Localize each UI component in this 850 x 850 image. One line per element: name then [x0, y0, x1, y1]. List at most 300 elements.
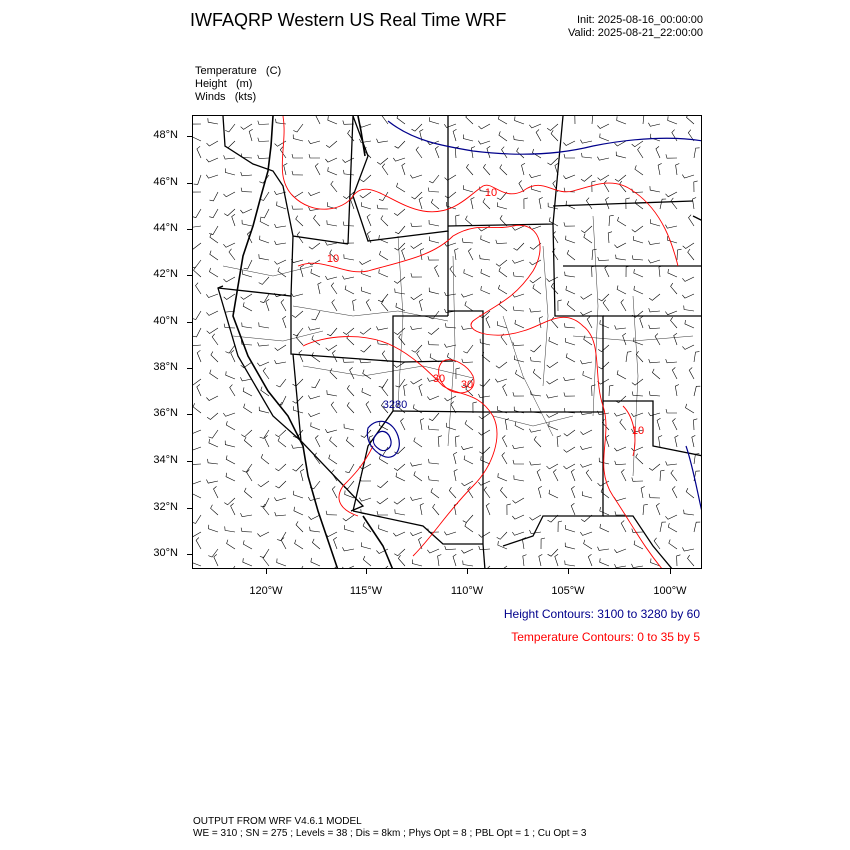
wind-barb	[445, 192, 456, 198]
wind-barb	[465, 420, 473, 430]
wind-barb	[481, 235, 490, 243]
wind-barb	[345, 286, 354, 295]
wind-barb	[631, 447, 643, 451]
wind-barb	[643, 504, 648, 515]
wind-barb	[395, 141, 405, 148]
wind-barb	[524, 198, 528, 209]
wind-barb	[479, 532, 490, 537]
wind-barb	[669, 540, 677, 550]
wind-barb	[243, 302, 252, 311]
wind-barb	[497, 321, 507, 328]
wind-barb	[666, 461, 677, 465]
wind-barb	[584, 540, 592, 549]
wind-barb	[549, 337, 558, 345]
wind-barb	[275, 141, 286, 146]
wind-barb	[397, 116, 405, 124]
wind-barb	[565, 543, 575, 549]
wind-barb	[638, 147, 643, 158]
wind-barb	[208, 118, 218, 124]
height-unit: Height (m)	[195, 78, 253, 90]
wind-barb	[584, 234, 592, 243]
wind-barb	[316, 116, 321, 124]
wind-barb	[444, 243, 456, 246]
wind-barb	[263, 555, 269, 566]
wind-barb	[312, 539, 320, 549]
wind-barb	[284, 163, 288, 175]
wind-barb	[411, 192, 422, 199]
wind-barb	[598, 547, 610, 551]
wind-barb	[530, 260, 542, 265]
wind-barb	[531, 391, 542, 396]
wind-barb	[193, 515, 201, 523]
wind-barb	[308, 515, 320, 520]
wind-barb	[547, 158, 558, 165]
wind-barb	[366, 299, 371, 311]
wind-barb	[466, 116, 473, 124]
wind-barb	[621, 521, 626, 533]
wind-barb	[615, 564, 627, 568]
wind-barb	[412, 345, 422, 352]
wind-barb	[537, 469, 541, 481]
wind-barb	[244, 437, 252, 447]
wind-barb	[666, 409, 677, 413]
wind-barb	[342, 566, 354, 569]
wind-barb	[692, 435, 696, 447]
wind-barb	[675, 385, 679, 397]
wind-barb	[486, 503, 490, 515]
wind-barb	[547, 464, 559, 469]
wind-barb	[463, 345, 473, 353]
wind-barb	[547, 379, 559, 384]
lat-label: 30°N	[153, 547, 178, 559]
wind-barb	[193, 490, 201, 498]
wind-barb	[466, 216, 474, 226]
wind-barb	[420, 419, 424, 431]
wind-barb	[224, 155, 235, 159]
wind-barb	[275, 241, 287, 245]
wind-barb	[449, 487, 456, 498]
wind-barb	[592, 385, 596, 396]
wind-barb	[334, 537, 338, 549]
wind-barb	[479, 413, 490, 419]
wind-barb	[428, 256, 439, 260]
wind-barb	[499, 131, 507, 141]
wind-barb	[539, 317, 543, 329]
wind-barb	[376, 326, 388, 330]
wind-barb	[310, 527, 320, 532]
wind-barb	[359, 260, 371, 265]
wind-barb	[558, 521, 562, 532]
wind-barb	[419, 384, 422, 396]
wind-barb	[258, 138, 269, 142]
wind-barb	[654, 538, 660, 549]
wind-barb	[274, 497, 286, 500]
lon-label: 120°W	[249, 585, 283, 597]
wind-barb	[514, 356, 524, 363]
wind-barb	[530, 308, 541, 312]
wind-barb	[694, 386, 700, 396]
wind-barb	[688, 555, 695, 566]
wind-barb	[650, 186, 660, 192]
wind-barb	[209, 226, 218, 235]
wind-barb	[242, 464, 252, 472]
wind-barb	[671, 317, 678, 328]
wind-barb	[632, 141, 643, 147]
wind-barb	[259, 277, 269, 284]
wind-barb	[600, 134, 609, 142]
wind-barb	[649, 241, 661, 245]
wind-barb	[580, 140, 592, 144]
wind-barb	[445, 292, 457, 296]
wind-barb	[257, 362, 269, 366]
lat-tick	[187, 414, 192, 415]
wind-barb	[636, 454, 643, 464]
lat-tick	[187, 136, 192, 137]
wind-barb	[411, 379, 423, 384]
wind-barb	[514, 136, 524, 141]
wind-barb	[649, 464, 660, 470]
wind-barb	[533, 284, 541, 294]
wind-barb	[344, 170, 355, 175]
wind-barb	[240, 209, 252, 213]
wind-barb	[564, 222, 575, 226]
wind-barb	[621, 300, 626, 312]
wind-barb	[208, 459, 219, 464]
wind-barb	[513, 445, 525, 449]
wind-barb	[230, 385, 235, 396]
wind-barb	[566, 286, 575, 294]
height-contour-note: Height Contours: 3100 to 3280 by 60	[503, 607, 700, 621]
wind-barb	[571, 503, 575, 515]
wind-barb	[461, 446, 473, 450]
wind-barb	[429, 459, 440, 464]
wind-barb	[428, 426, 439, 430]
wind-barb	[571, 469, 575, 481]
wind-barb	[209, 430, 219, 438]
wind-barb	[327, 220, 337, 226]
wind-barb	[583, 371, 592, 379]
wind-barb	[598, 175, 609, 180]
lat-tick	[187, 508, 192, 509]
wind-barb	[312, 352, 320, 362]
wind-barb	[193, 224, 201, 228]
wind-barb	[193, 342, 201, 346]
wind-barb	[360, 175, 371, 182]
wind-barb	[196, 283, 202, 294]
wind-barb	[241, 172, 252, 176]
wind-barb	[225, 526, 235, 532]
wind-barb	[278, 267, 286, 277]
wind-barb	[557, 436, 561, 447]
wind-barb	[539, 554, 543, 566]
wind-barb	[502, 147, 508, 158]
lat-label: 36°N	[153, 407, 178, 419]
wind-barb	[592, 181, 596, 192]
wind-barb	[600, 507, 609, 515]
wind-barb	[414, 438, 422, 448]
wind-barb	[206, 158, 218, 162]
wind-barb	[329, 455, 337, 464]
wind-barb	[343, 328, 354, 335]
wind-barb	[401, 418, 406, 430]
wind-barb	[456, 215, 460, 226]
wind-barb	[394, 464, 405, 471]
wind-barb	[606, 435, 609, 447]
wind-barb	[498, 116, 507, 124]
wind-barb	[564, 447, 575, 452]
wind-barb	[224, 192, 236, 197]
wind-barb	[597, 157, 609, 161]
wind-barb	[260, 218, 269, 227]
wind-barb	[496, 362, 507, 368]
wind-barb	[294, 507, 303, 515]
lat-tick	[187, 275, 192, 276]
wind-barb	[606, 197, 610, 209]
wind-barb	[281, 538, 286, 550]
lat-tick	[187, 322, 192, 323]
wind-barb	[564, 430, 575, 436]
variable-legend	[195, 65, 281, 104]
wind-barb	[480, 255, 490, 260]
wind-barb	[609, 215, 614, 226]
wind-barb	[514, 243, 525, 250]
wind-barb	[361, 202, 371, 209]
wind-barb	[325, 429, 337, 433]
wind-barb	[617, 370, 626, 379]
wind-barb	[361, 430, 371, 438]
wind-barb	[586, 470, 592, 481]
wind-barb	[411, 326, 423, 330]
wind-barb	[455, 249, 459, 261]
wind-barb	[331, 402, 337, 413]
wind-barb	[209, 525, 219, 532]
wind-barb	[665, 515, 677, 519]
wind-barb	[581, 226, 592, 233]
wind-barb	[614, 243, 626, 248]
wind-barb	[600, 320, 609, 328]
wind-barb	[416, 147, 422, 158]
wind-barb	[640, 316, 643, 328]
wind-barb	[648, 260, 660, 263]
wind-barb	[309, 154, 320, 158]
wind-barb	[225, 168, 235, 175]
wind-barb	[344, 254, 354, 260]
wind-barb	[435, 265, 440, 277]
wind-barb	[615, 175, 626, 181]
temperature-contour-label: 30	[460, 379, 474, 391]
wind-barb	[242, 270, 252, 277]
wind-barb	[453, 129, 456, 141]
wind-barb	[462, 359, 473, 363]
wind-barb	[675, 435, 679, 447]
wind-barb	[665, 225, 677, 229]
lat-tick	[187, 461, 192, 462]
wind-barb	[682, 547, 694, 551]
wind-barb	[227, 540, 235, 549]
wind-barb	[456, 436, 460, 447]
wind-barb	[328, 116, 337, 124]
wind-barb	[631, 413, 643, 417]
wind-barb	[614, 447, 626, 451]
wind-barb	[641, 486, 645, 498]
wind-barb	[636, 351, 643, 362]
wind-barb	[547, 362, 558, 368]
wind-barb	[301, 469, 305, 481]
wind-barb	[479, 447, 490, 454]
wind-barb	[206, 294, 218, 298]
lon-label: 115°W	[349, 585, 383, 597]
wind-barb	[632, 478, 643, 482]
wind-barb	[466, 164, 473, 175]
wind-barb	[626, 352, 631, 362]
wind-barb	[242, 220, 252, 226]
wind-barb	[410, 497, 422, 501]
wind-barb	[668, 116, 677, 124]
wind-barb	[553, 469, 558, 481]
wind-barb	[567, 250, 575, 260]
wind-barb	[193, 461, 201, 465]
wind-barb	[258, 342, 269, 346]
lon-label: 105°W	[551, 585, 585, 597]
wind-barb	[565, 561, 575, 567]
wind-barb	[659, 436, 663, 448]
wind-barb	[694, 522, 700, 532]
wind-barb	[581, 294, 592, 299]
wind-barb	[588, 554, 592, 566]
wind-barb	[379, 269, 388, 277]
wind-barb	[244, 404, 252, 413]
wind-barb	[224, 277, 236, 282]
wind-barb	[677, 555, 681, 566]
wind-barb	[530, 461, 541, 465]
wind-barb	[429, 237, 439, 244]
wind-barb	[243, 558, 252, 566]
wind-barb	[649, 308, 660, 312]
init-time: Init: 2025-08-16_00:00:00	[577, 14, 703, 26]
wind-barb	[471, 147, 475, 159]
wind-barb	[214, 486, 219, 498]
wind-barb	[634, 269, 643, 277]
wind-barb	[366, 402, 371, 414]
wind-barb	[318, 282, 322, 294]
wind-barb	[513, 392, 524, 396]
wind-barb	[608, 232, 612, 243]
wind-barb	[232, 214, 235, 226]
wind-barb	[260, 294, 269, 303]
wind-barb	[617, 116, 626, 124]
wind-barb	[481, 269, 490, 277]
wind-barb	[500, 165, 507, 176]
wind-barb	[582, 491, 592, 498]
wind-barb	[580, 464, 592, 467]
wind-barb	[275, 464, 286, 471]
wind-barb	[496, 240, 507, 244]
winds-unit: Winds (kts)	[195, 91, 257, 103]
wind-barb	[438, 555, 442, 567]
wind-barb	[359, 124, 371, 127]
wind-barb	[530, 357, 541, 362]
wind-barb	[224, 294, 235, 300]
wind-barb	[393, 532, 405, 536]
wind-barb	[660, 199, 666, 209]
wind-barb	[276, 119, 287, 124]
wind-barb	[363, 556, 371, 566]
wind-barb	[412, 560, 422, 567]
wind-barb	[592, 249, 597, 260]
wind-barb	[688, 249, 694, 260]
wind-barb	[362, 388, 371, 396]
valid-time: Valid: 2025-08-21_22:00:00	[568, 27, 703, 39]
wind-barb	[483, 164, 490, 175]
wind-barb	[223, 243, 235, 247]
wind-barb	[480, 339, 490, 345]
wind-barb	[296, 521, 303, 532]
wind-barb	[668, 523, 677, 532]
wind-barb	[672, 130, 677, 141]
temperature-contour-note: Temperature Contours: 0 to 35 by 5	[511, 630, 700, 644]
wind-barb	[308, 192, 320, 196]
wind-barb	[483, 198, 490, 209]
wind-barb	[505, 419, 509, 431]
wind-barb	[394, 209, 405, 216]
wind-barb	[257, 532, 269, 537]
wind-barb	[361, 345, 372, 352]
wind-barb	[207, 413, 218, 420]
wind-barb	[193, 311, 201, 320]
wind-barb	[210, 268, 219, 277]
wind-barb	[592, 116, 597, 124]
wind-barb	[226, 473, 235, 481]
lon-tick	[568, 569, 569, 574]
wind-barb	[598, 294, 609, 301]
wind-barb	[450, 266, 456, 277]
wind-barb	[414, 471, 422, 481]
wind-barb	[649, 359, 660, 363]
wind-barb	[463, 515, 473, 523]
wind-barb	[410, 463, 422, 467]
wind-barb	[615, 396, 626, 403]
wind-barb	[428, 328, 439, 335]
wind-barb	[687, 116, 695, 124]
wind-barb	[512, 226, 524, 230]
wind-barb	[377, 566, 388, 569]
wind-barb	[597, 124, 609, 129]
wind-barb	[666, 154, 677, 158]
wind-barb	[682, 175, 694, 178]
wind-barb	[632, 255, 643, 260]
wind-barb	[634, 541, 643, 549]
wind-barb	[656, 503, 660, 515]
model-version: OUTPUT FROM WRF V4.6.1 MODEL	[193, 816, 362, 827]
wind-barb	[533, 369, 541, 379]
lat-label: 44°N	[153, 222, 178, 234]
wind-barb	[308, 140, 320, 143]
wind-barb	[529, 429, 541, 433]
wind-barb	[194, 175, 201, 184]
wind-barb	[327, 328, 337, 336]
wind-barb	[428, 188, 439, 192]
wind-barb	[445, 396, 457, 401]
wind-barb	[479, 394, 491, 398]
wind-barb	[438, 436, 442, 447]
wind-barb	[564, 392, 575, 396]
wind-barb	[496, 566, 507, 569]
wind-barb	[343, 515, 354, 521]
wind-barb	[377, 498, 388, 504]
wind-barb	[193, 209, 201, 218]
wind-barb	[207, 141, 219, 146]
wind-barb	[411, 243, 422, 249]
